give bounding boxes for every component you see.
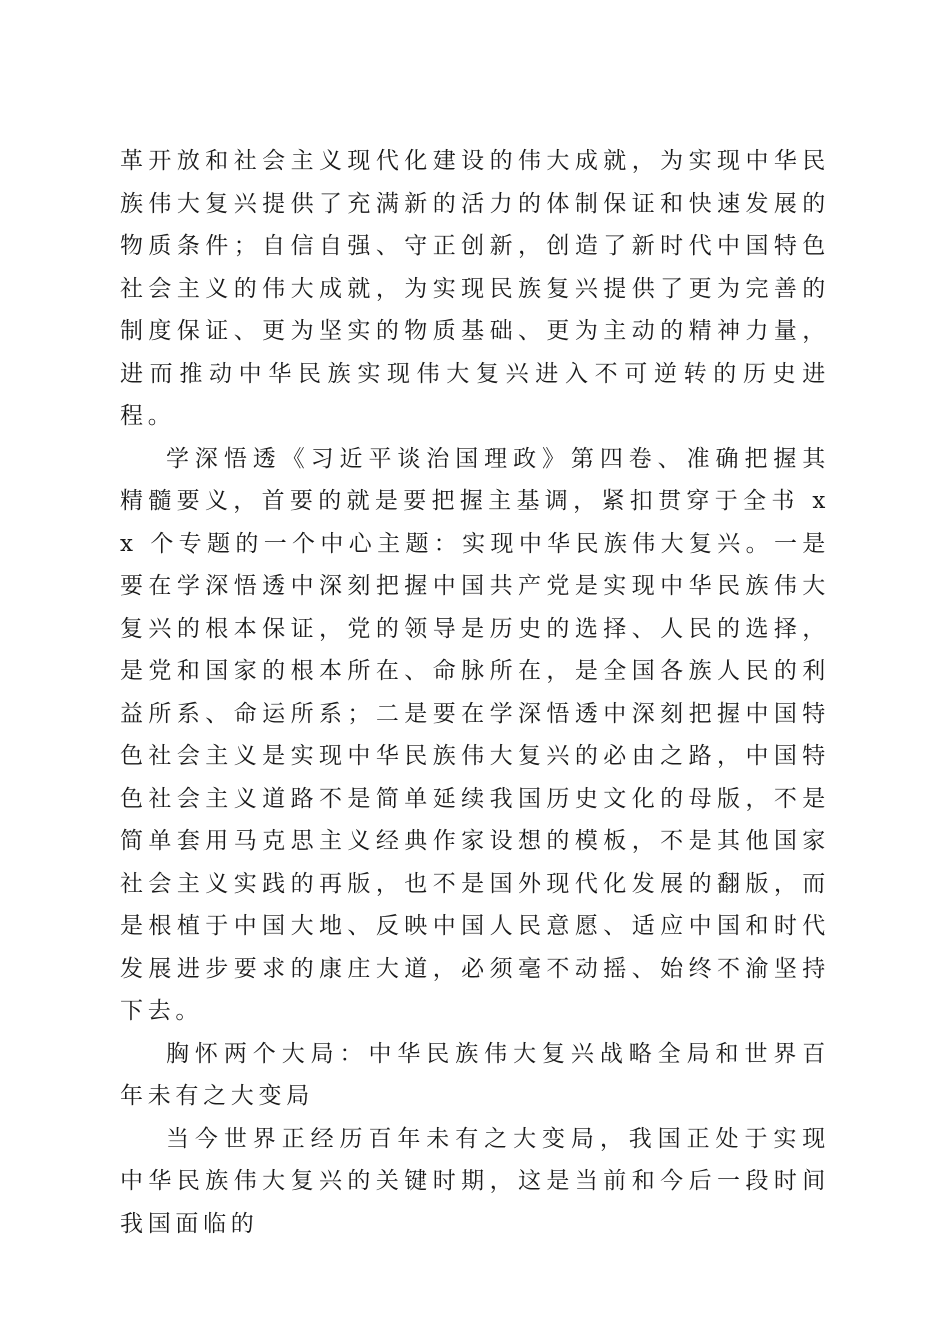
document-body bbox=[120, 140, 830, 1245]
section-heading-two-overall-situations: 胸怀两个大局：中华民族伟大复兴战略全局和世界百年未有之大变局 bbox=[120, 1040, 830, 1109]
paragraph-continuation: 革开放和社会主义现代化建设的伟大成就，为实现中华民族伟大复兴提供了充满新的活力的体制保证和快速发展的物质条件；自信自强、守正创新，创造了新时代中国特色社会主义的伟大成就，为实现民族复兴提供了更为完善的制度保证、更为坚实的物质基础、更为主动的精神力量，进而推动中华民族实现伟大复兴进入不可逆转的历史进程。 bbox=[120, 148, 830, 429]
paragraph-study-four-volume: 学深悟透《习近平谈治国理政》第四卷、准确把握其精髓要义，首要的就是要把握主基调，紧扣贯穿于全书 xx 个专题的一个中心主题：实现中华民族伟大复兴。一是要在学深悟透中深刻把握中国共产党是实现中华民族伟大复兴的根本保证，党的领导是历史的选择、人民的选择，是党和国家的根本所在、命脉所在，是全国各族人民的利益所系、命运所系；二是要在学深悟透中深刻把握中国特色社会主义是实现中华民族伟大复兴的必由之路，中国特色社会主义道路不是简单延续我国历史文化的母版，不是简单套用马克思主义经典作家设想的模板，不是其他国家社会主义实践的再版，也不是国外现代化发展的翻版，而是根植于中国大地、反映中国人民意愿、适应中国和时代发展进步要求的康庄大道，必须毫不动摇、始终不渝坚持下去。 bbox=[120, 445, 830, 1024]
paragraph-great-changes: 当今世界正经历百年未有之大变局，我国正处于实现中华民族伟大复兴的关键时期，这是当前和今后一段时间我国面临的 bbox=[120, 1125, 830, 1237]
